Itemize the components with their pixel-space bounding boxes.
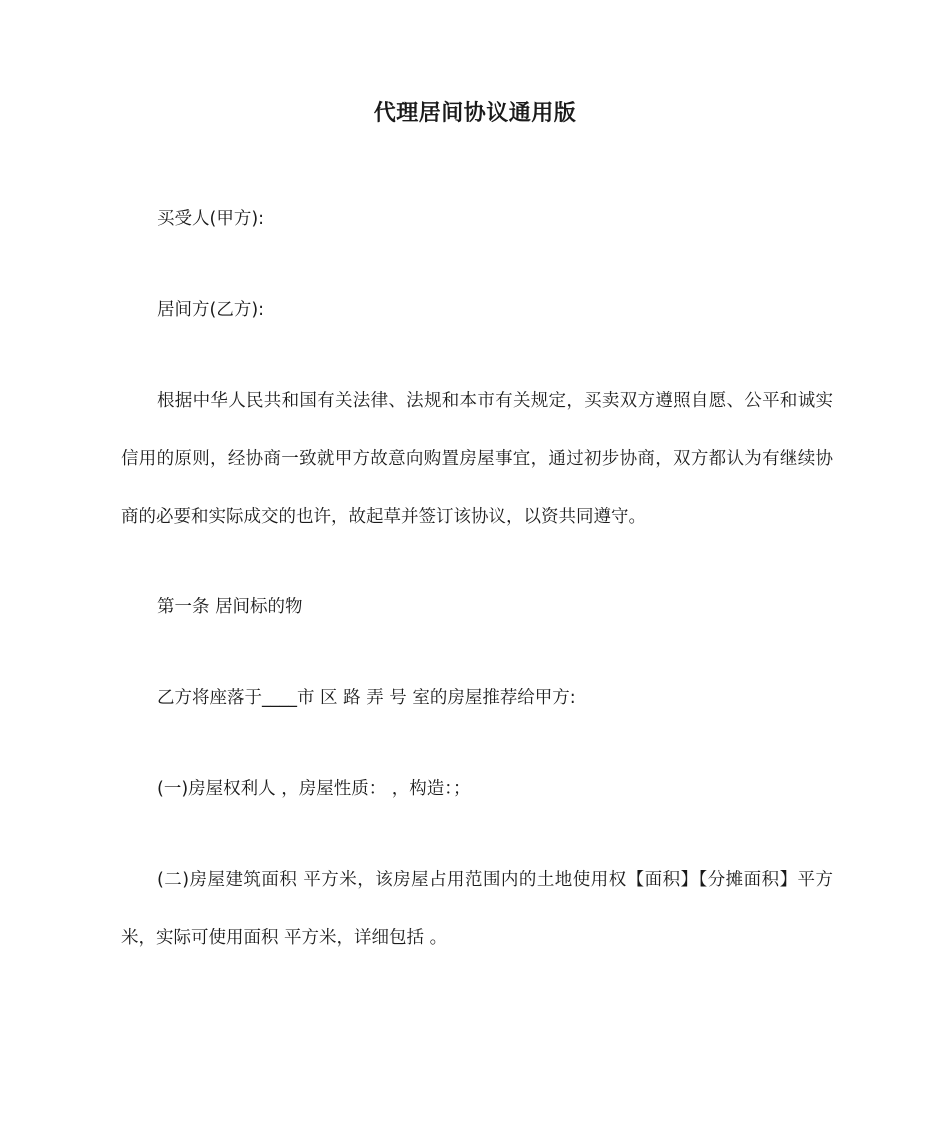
party-a-line: 买受人(甲方): [157, 209, 265, 229]
clause-one-paragraph: (一)房屋权利人 ，房屋性质： ，构造：； [157, 779, 471, 799]
property-location-paragraph: 乙方将座落于____市 区 路 弄 号 室的房屋推荐给甲方: [157, 688, 576, 708]
clause-two-paragraph: (二)房屋建筑面积 平方米，该房屋占用范围内的土地使用权【面积】【分摊面积】平方米，实际可使用面积 平方米，详细包括 。 [121, 870, 833, 948]
preamble-paragraph: 根据中华人民共和国有关法律、法规和本市有关规定，买卖双方遵照自愿、公平和诚实信用的原则，经协商一致就甲方故意向购置房屋事宜，通过初步协商，双方都认为有继续协商的必要和实际成交的也许，故起草并签订该协议，以资共同遵守。 [121, 391, 833, 527]
party-b-line: 居间方(乙方): [157, 300, 265, 320]
article-one-heading: 第一条 居间标的物 [157, 597, 303, 617]
document-title: 代理居间协议通用版 [373, 101, 577, 126]
